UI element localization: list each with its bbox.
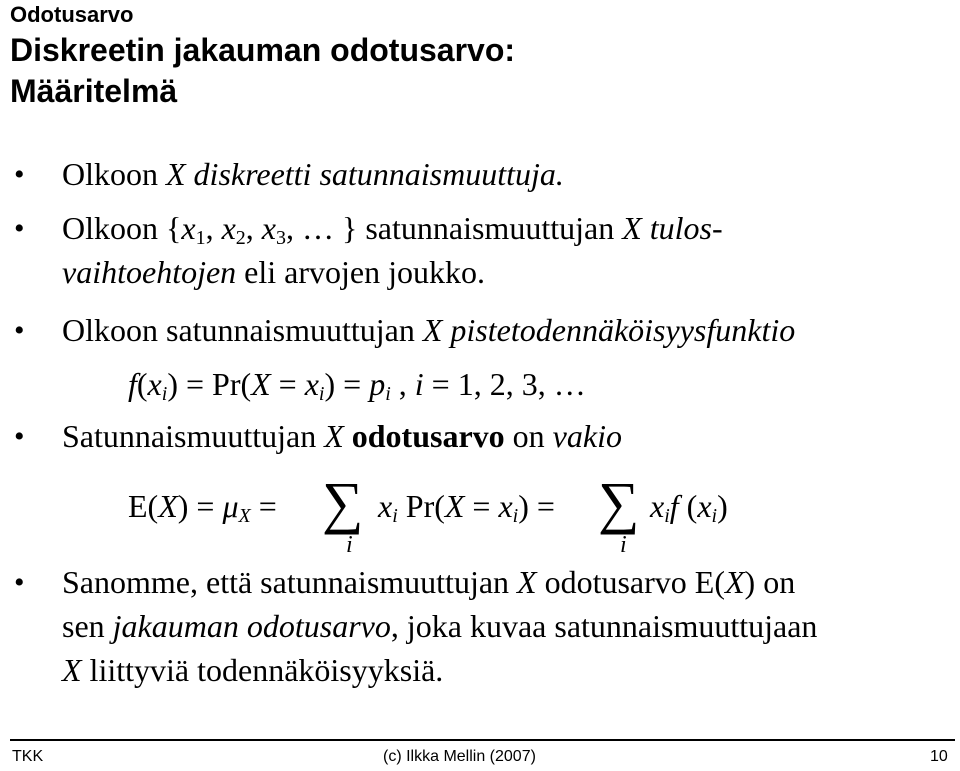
sum-symbol: ∑	[322, 470, 364, 535]
section-label: Odotusarvo	[10, 2, 134, 27]
bullet-marker: •	[14, 566, 25, 599]
bullet-5-line-3: X liittyviä todennäköisyyksiä.	[62, 652, 444, 688]
page-number: 10	[930, 748, 948, 765]
bullet-marker: •	[14, 212, 25, 245]
bullet-marker: •	[14, 420, 25, 453]
bullet-2-line-1: Olkoon {$x_1$, $x_2$, $x_3$, … } satunnaismuuttujan X tulos-	[62, 210, 723, 249]
title-line-2: Määritelmä	[10, 73, 178, 109]
footer-divider	[10, 739, 955, 741]
bullet-1: Olkoon X diskreetti satunnaismuuttuja.	[62, 156, 564, 192]
bullet-marker: •	[14, 314, 25, 347]
formula-right: $x_if$ $(x_i)$	[650, 488, 728, 527]
sum-index: i	[620, 532, 627, 558]
bullet-5-line-2: sen jakauman odotusarvo, joka kuvaa satunnaismuuttujaan	[62, 608, 818, 644]
bullet-marker: •	[14, 158, 25, 191]
bullet-5-line-1: Sanomme, että satunnaismuuttujan X odotusarvo E(X) on	[62, 564, 796, 600]
title-line-1: Diskreetin jakauman odotusarvo:	[10, 32, 516, 68]
pmf-equation: $f(x_i) = Pr(X = x_i) = p_i$ , i = 1, 2, 3, …	[128, 366, 586, 405]
formula-middle: $x_i$ $Pr(X = x_i)$ =	[378, 488, 555, 527]
bullet-2-line-2: vaihtoehtojen eli arvojen joukko.	[62, 254, 485, 290]
footer-left: TKK	[12, 748, 44, 765]
bullet-3: Olkoon satunnaismuuttujan X pistetodennäköisyysfunktio	[62, 312, 796, 348]
bullet-4: Satunnaismuuttujan X odotusarvo on vakio	[62, 418, 622, 454]
sum-index: i	[346, 532, 353, 558]
formula-left: $E(X) = \mu_X$ =	[128, 488, 277, 527]
footer-copyright: (c) Ilkka Mellin (2007)	[383, 748, 536, 765]
sum-symbol: ∑	[598, 470, 640, 535]
page-title	[10, 30, 515, 112]
